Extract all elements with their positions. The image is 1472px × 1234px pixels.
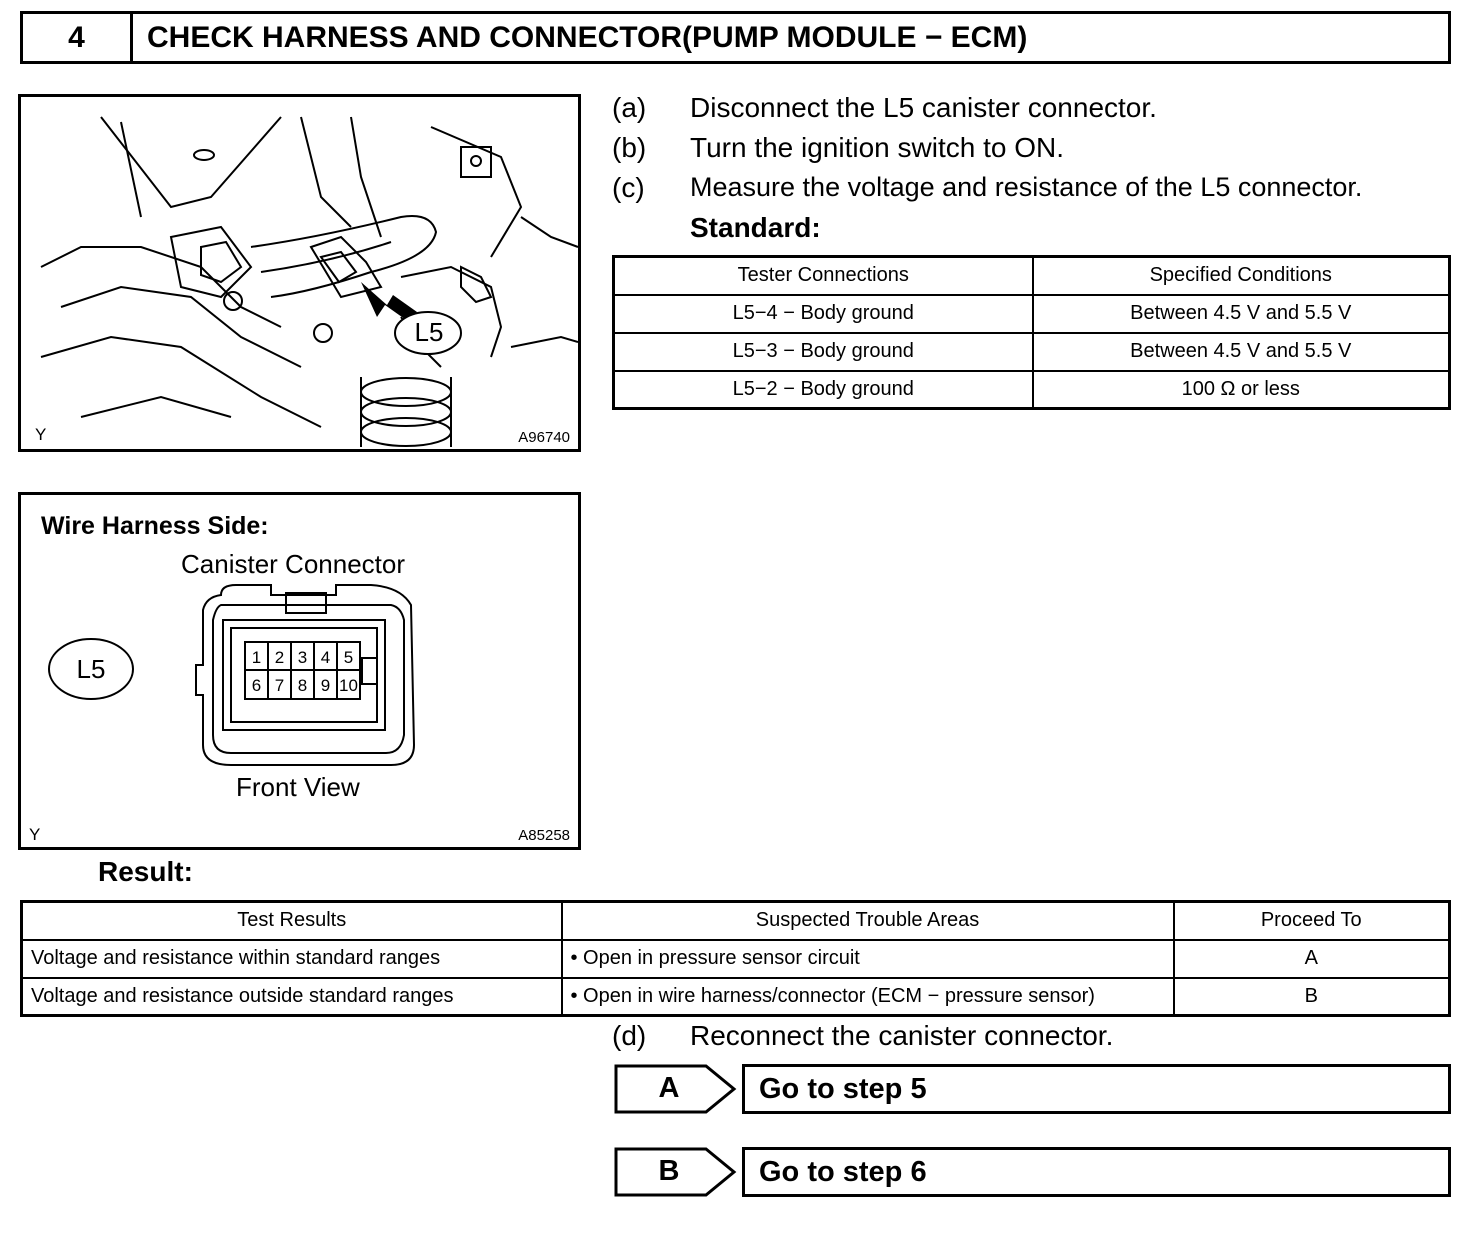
step-label: (d) — [612, 1020, 647, 1051]
table-cell: L5−2 − Body ground — [614, 371, 1033, 409]
step-label: (a) — [612, 92, 647, 123]
goto-option-b[interactable] — [614, 1147, 1451, 1197]
table-cell: Between 4.5 V and 5.5 V — [1033, 295, 1450, 333]
step-text: Reconnect the canister connector. — [690, 1020, 1114, 1051]
pin-7: 7 — [274, 676, 285, 695]
column-header: Test Results — [22, 902, 562, 940]
pin-4: 4 — [320, 648, 331, 667]
table-cell: • Open in pressure sensor circuit — [562, 940, 1174, 978]
table-row — [22, 940, 1450, 978]
step-label: (b) — [612, 132, 647, 163]
table-header-row — [614, 257, 1450, 295]
pin-6: 6 — [251, 676, 262, 695]
engine-line-art — [21, 97, 578, 449]
step-label: (c) — [612, 172, 645, 203]
connector-diagram — [18, 492, 581, 850]
table-row — [614, 371, 1450, 409]
table-cell: Voltage and resistance within standard ranges — [22, 940, 562, 978]
table-cell: L5−3 − Body ground — [614, 333, 1033, 371]
figure-code: A85258 — [518, 827, 570, 844]
step-text: Measure the voltage and resistance of the L5 connector. — [690, 172, 1363, 202]
table-cell: • Open in wire harness/connector (ECM − pressure sensor) — [562, 978, 1174, 1016]
table-cell: 100 Ω or less — [1033, 371, 1450, 409]
goto-option-a[interactable] — [614, 1064, 1451, 1114]
figure-corner-letter: Y — [35, 425, 47, 444]
engine-illustration — [18, 94, 581, 452]
pin-9: 9 — [320, 676, 331, 695]
column-header: Specified Conditions — [1033, 257, 1450, 295]
standard-label: Standard: — [690, 212, 821, 243]
goto-letter: A — [658, 1072, 680, 1104]
goto-step-button[interactable]: Go to step 6 — [742, 1147, 1451, 1197]
table-header-row — [22, 902, 1450, 940]
pin-2: 2 — [274, 648, 285, 667]
result-table — [20, 900, 1451, 1017]
figure-code: A96740 — [518, 429, 570, 446]
column-header: Tester Connections — [614, 257, 1033, 295]
connector-name: Canister Connector — [181, 549, 405, 579]
wire-harness-heading: Wire Harness Side: — [41, 512, 269, 540]
pin-10: 10 — [339, 676, 358, 695]
goto-step-button[interactable]: Go to step 5 — [742, 1064, 1451, 1114]
page-title: CHECK HARNESS AND CONNECTOR(PUMP MODULE − ECM) — [130, 11, 1451, 64]
pin-1: 1 — [251, 648, 262, 667]
table-row — [614, 333, 1450, 371]
table-cell: B — [1174, 978, 1450, 1016]
pin-3: 3 — [297, 648, 308, 667]
figure-corner-letter: Y — [29, 825, 41, 844]
pin-8: 8 — [297, 676, 308, 695]
table-row — [614, 295, 1450, 333]
connector-callout-l5: L5 — [414, 317, 444, 347]
goto-letter: B — [658, 1155, 680, 1187]
pin-5: 5 — [343, 648, 354, 667]
table-cell: Between 4.5 V and 5.5 V — [1033, 333, 1450, 371]
step-number: 4 — [20, 11, 133, 64]
result-label: Result: — [98, 856, 193, 887]
standard-table — [612, 255, 1451, 410]
step-text: Turn the ignition switch to ON. — [690, 132, 1065, 163]
table-cell: L5−4 − Body ground — [614, 295, 1033, 333]
table-cell: Voltage and resistance outside standard ranges — [22, 978, 562, 1016]
column-header: Suspected Trouble Areas — [562, 902, 1174, 940]
table-row — [22, 978, 1450, 1016]
step-text: Disconnect the L5 canister connector. — [690, 92, 1157, 123]
column-header: Proceed To — [1174, 902, 1450, 940]
table-cell: A — [1174, 940, 1450, 978]
connector-callout-l5: L5 — [76, 654, 106, 684]
view-label: Front View — [236, 772, 360, 802]
